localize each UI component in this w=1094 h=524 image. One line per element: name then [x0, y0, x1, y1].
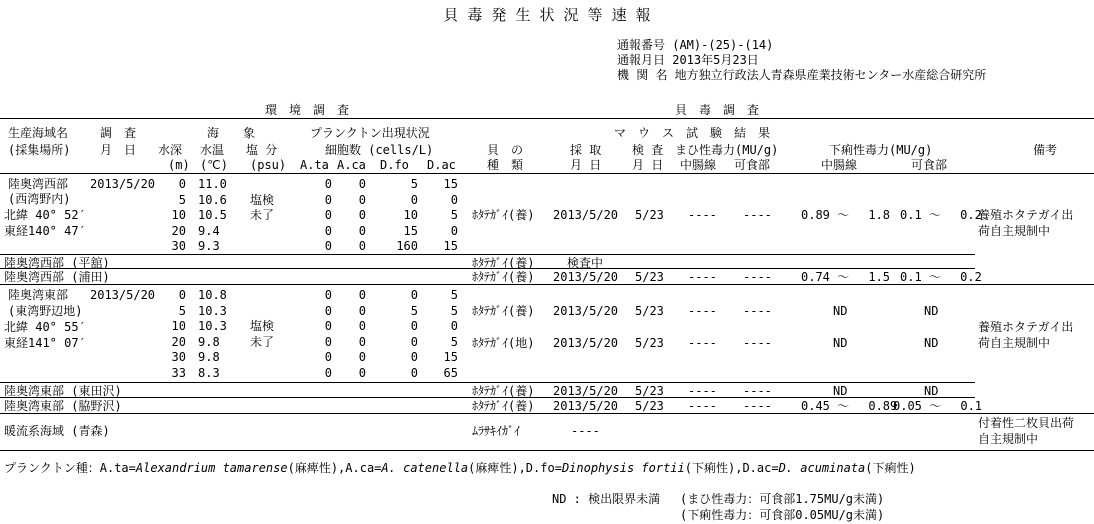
east-depth-cell: 30: [171, 350, 186, 365]
east-ata-cell: 0: [324, 319, 332, 334]
col-inspect: 検 査: [632, 143, 664, 157]
west-dac-cell: 0: [450, 223, 458, 238]
east-temp-cell: 10.3: [198, 303, 227, 318]
wakinosawa-psp-gland: ----: [688, 399, 717, 413]
east-dac-cell: 15: [443, 350, 458, 365]
tanosawa-dsp-gland: ND: [833, 384, 848, 398]
east-dfo-cell: 0: [410, 366, 418, 380]
col-survey: 調 査: [100, 126, 137, 140]
row-rule: [0, 284, 1094, 285]
urata-inspect: 5/23: [635, 270, 664, 284]
wakinosawa-dsp-edible: 0.05 ～ 0.1: [893, 399, 983, 413]
east-ata-cell: 0: [324, 303, 332, 318]
east-aca-cell: 0: [358, 350, 366, 365]
west-dac-cell: 0: [450, 192, 458, 207]
warm-area: 暖流系海域 (青森): [4, 424, 110, 438]
east-remarks-2: 荷自主規制中: [978, 336, 1051, 350]
legend-ata-type: (麻痺性),A.ca=: [287, 461, 382, 475]
west-dfo-cell: 0: [410, 192, 418, 207]
east-aca-cell: 0: [358, 319, 366, 334]
wakinosawa-sampling: 2013/5/20: [553, 399, 619, 413]
col-dsp-gland: 中腸線: [821, 158, 858, 172]
west-sal-cell: 塩検: [250, 192, 275, 207]
west-area-site: (西湾野内): [8, 192, 71, 206]
col-salinity-unit: (psu): [250, 158, 287, 172]
col-psp-gland: 中腸線: [680, 158, 717, 172]
report-date: 通報月日 2013年5月23日: [617, 53, 759, 67]
east-inspect-1: 5/23: [635, 304, 664, 318]
east-depth-cell: 20: [171, 334, 186, 349]
header-rule: [188, 118, 463, 119]
east-depth-cell: 5: [178, 303, 186, 318]
col-dac: D.ac: [427, 158, 456, 172]
west-ata-cell: 0: [324, 223, 332, 238]
west-longitude: 東経140° 47′: [4, 224, 86, 238]
west-temp-cell: 9.4: [198, 223, 220, 238]
shell-survey-header: 貝 毒 調 査: [675, 103, 760, 117]
col-temp-unit: (℃): [200, 158, 228, 172]
east-psp-edible-1: ----: [743, 304, 772, 318]
east-sampling-1: 2013/5/20: [553, 304, 619, 318]
east-area-name: 陸奥湾東部: [8, 288, 69, 302]
legend-dfo-type: (下痢性),D.ac=: [684, 461, 779, 475]
col-depth-unit: (m): [168, 158, 190, 172]
east-ata-cell: 0: [324, 366, 332, 380]
east-aca-cell: 0: [358, 288, 366, 302]
col-salinity: 塩 分: [246, 143, 278, 157]
west-depth-cell: 5: [178, 192, 186, 207]
wakinosawa-area: 陸奥湾東部 (脇野沢): [4, 399, 122, 413]
west-aca-cell: 0: [358, 192, 366, 207]
wakinosawa-psp-edible: ----: [743, 399, 772, 413]
plankton-legend: [4, 461, 916, 475]
west-temp-cell: 10.5: [198, 208, 227, 223]
west-dsp-gland: 0.89 ～ 1.8: [801, 208, 891, 222]
east-sampling-2: 2013/5/20: [553, 336, 619, 350]
wakinosawa-inspect: 5/23: [635, 399, 664, 413]
east-dfo-cell: 0: [410, 319, 418, 334]
wakinosawa-dsp-gland: 0.45 ～ 0.89: [801, 399, 898, 413]
west-dac-cell: 15: [443, 239, 458, 254]
east-depth-cell: 0: [178, 288, 186, 302]
west-depth-cell: 30: [171, 239, 186, 254]
east-dfo-cell: 0: [410, 334, 418, 349]
west-inspect: 5/23: [635, 208, 664, 222]
east-psp-edible-2: ----: [743, 336, 772, 350]
urata-species: ﾎﾀﾃｶﾞｲ(養): [472, 270, 535, 284]
wakinosawa-species: ﾎﾀﾃｶﾞｲ(養): [472, 399, 535, 413]
east-survey-date: 2013/5/20: [90, 288, 156, 302]
urata-psp-gland: ----: [688, 270, 717, 284]
east-dac-cell: 5: [450, 288, 458, 302]
east-dac-cell: 5: [450, 303, 458, 318]
note-psp: (まひ性毒力：可食部1.75MU/g未満): [680, 492, 885, 506]
east-psp-gland-2: ----: [688, 336, 717, 350]
col-remarks: 備考: [1033, 143, 1058, 157]
east-dsp-edible-1: ND: [924, 304, 939, 318]
east-longitude: 東経141° 07′: [4, 336, 86, 350]
east-dfo-cell: 0: [410, 288, 418, 302]
col-psp-edible: 可食部: [734, 158, 771, 172]
west-ata-cell: 0: [324, 208, 332, 223]
hiraji-area: 陸奥湾西部 (平舘): [4, 256, 110, 270]
warm-remarks-2: 自主規制中: [978, 432, 1039, 446]
east-depth-cell: 33: [171, 366, 186, 380]
east-temp-cell: 9.8: [198, 334, 220, 349]
east-aca-cell: 0: [358, 334, 366, 349]
col-sampling-sub: 月 日: [570, 158, 602, 172]
col-depth: 水深: [158, 143, 183, 157]
east-remarks-1: 養殖ホタテガイ出: [978, 320, 1074, 334]
note-dsp: (下痢性毒力：可食部0.05MU/g未満): [680, 508, 885, 522]
col-dfo: D.fo: [380, 158, 409, 172]
legend-dfo-name: Dinophysis fortii: [561, 461, 685, 475]
east-sal-cell: 未了: [250, 334, 275, 349]
east-inspect-2: 5/23: [635, 336, 664, 350]
west-aca-cell: 0: [358, 223, 366, 238]
west-depth-cell: 20: [171, 223, 186, 238]
urata-psp-edible: ----: [743, 270, 772, 284]
col-area-sub: (採集場所): [8, 143, 71, 157]
tanosawa-species: ﾎﾀﾃｶﾞｲ(養): [472, 384, 535, 398]
west-dsp-edible: 0.1 ～ 0.2: [900, 208, 982, 222]
col-sampling: 採 取: [570, 143, 602, 157]
tanosawa-sampling: 2013/5/20: [553, 384, 619, 398]
east-latitude: 北緯 40° 55′: [4, 320, 86, 334]
east-temp-cell: 9.8: [198, 350, 220, 365]
tanosawa-psp-gland: ----: [688, 384, 717, 398]
col-mouse: マ ウ ス 試 験 結 果: [614, 126, 771, 140]
west-psp-edible: ----: [743, 208, 772, 222]
col-dsp: 下痢性毒力(MU/g): [829, 143, 933, 157]
report-number: 通報番号 (AM)-(25)-(14): [617, 38, 774, 52]
east-ata-cell: 0: [324, 288, 332, 302]
urata-dsp-edible: 0.1 ～ 0.2: [900, 270, 982, 284]
header-bottom-rule: [0, 173, 1094, 174]
west-temp-cell: 9.3: [198, 239, 220, 254]
west-aca-cell: 0: [358, 177, 366, 191]
legend-dac-name: D. acuminata: [778, 461, 866, 475]
col-temp: 水温: [200, 143, 225, 157]
west-latitude: 北緯 40° 52′: [4, 208, 86, 222]
legend-prefix: プランクトン種：A.ta=: [4, 461, 136, 475]
tanosawa-inspect: 5/23: [635, 384, 664, 398]
east-depth-cell: 10: [171, 319, 186, 334]
urata-area: 陸奥湾西部 (浦田): [4, 270, 110, 284]
hiraji-status: 検査中: [567, 256, 604, 270]
note-nd: ND : 検出限界未満: [552, 492, 661, 506]
west-remarks-1: 養殖ホタテガイ出: [978, 208, 1074, 222]
west-aca-cell: 0: [358, 208, 366, 223]
col-plankton: プランクトン出現状況: [310, 126, 430, 140]
east-area-site: (東湾野辺地): [8, 304, 83, 318]
col-dsp-edible: 可食部: [911, 158, 948, 172]
col-survey-sub: 月 日: [100, 143, 137, 157]
col-species-sub: 種 類: [487, 158, 524, 172]
table-top-rule: [0, 118, 1094, 119]
west-dfo-cell: 15: [403, 223, 418, 238]
east-dfo-cell: 5: [410, 303, 418, 318]
west-dfo-cell: 160: [396, 239, 418, 254]
col-inspect-sub: 月 日: [632, 158, 664, 172]
west-depth-cell: 10: [171, 208, 186, 223]
legend-dac-type: (下痢性): [865, 461, 916, 475]
east-psp-gland-1: ----: [688, 304, 717, 318]
table-bottom-rule: [0, 450, 1094, 451]
west-aca-cell: 0: [358, 239, 366, 254]
east-ata-cell: 0: [324, 350, 332, 365]
east-sal-cell: 塩検: [250, 319, 275, 334]
col-sea: 海 象: [207, 126, 256, 140]
west-dac-cell: 15: [443, 177, 458, 191]
west-temp-cell: 10.6: [198, 192, 227, 207]
legend-ata-name: Alexandrium tamarense: [135, 461, 288, 475]
west-survey-date: 2013/5/20: [90, 177, 156, 191]
col-psp: まひ性毒力(MU/g): [675, 143, 779, 157]
west-sal-cell: 未了: [250, 208, 275, 223]
legend-aca-name: A. catenella: [381, 461, 469, 475]
report-organization: 機 関 名 地方独立行政法人青森県産業技術センター水産総合研究所: [617, 68, 987, 82]
west-temp-cell: 11.0: [198, 177, 227, 191]
west-psp-gland: ----: [688, 208, 717, 222]
west-depth-cell: 0: [178, 177, 186, 191]
tanosawa-psp-edible: ----: [743, 384, 772, 398]
warm-value: ----: [571, 424, 600, 438]
urata-dsp-gland: 0.74 ～ 1.5: [801, 270, 891, 284]
col-ata: A.ta: [300, 158, 329, 172]
east-dsp-gland-2: ND: [833, 336, 848, 350]
legend-aca-type: (麻痺性),D.fo=: [468, 461, 562, 475]
east-dsp-gland-1: ND: [833, 304, 848, 318]
east-aca-cell: 0: [358, 303, 366, 318]
west-dac-cell: 5: [450, 208, 458, 223]
west-area-name: 陸奥湾西部: [8, 177, 69, 191]
east-dac-cell: 65: [443, 366, 458, 380]
east-dsp-edible-2: ND: [924, 336, 939, 350]
col-area: 生産海域名: [8, 126, 69, 140]
west-sampling: 2013/5/20: [553, 208, 619, 222]
warm-species: ﾑﾗｻｷｲｶﾞｲ: [472, 424, 521, 438]
row-rule: [0, 254, 975, 255]
tanosawa-dsp-edible: ND: [924, 384, 939, 398]
west-species: ﾎﾀﾃｶﾞｲ(養): [472, 208, 535, 222]
hiraji-species: ﾎﾀﾃｶﾞｲ(養): [472, 256, 535, 270]
east-dac-cell: 5: [450, 334, 458, 349]
west-dfo-cell: 5: [410, 177, 418, 191]
col-cells: 細胞数 (cells/L): [325, 143, 434, 157]
east-aca-cell: 0: [358, 366, 366, 380]
east-ata-cell: 0: [324, 334, 332, 349]
urata-sampling: 2013/5/20: [553, 270, 619, 284]
warm-remarks-1: 付着性二枚貝出荷: [978, 416, 1075, 430]
west-remarks-2: 荷自主規制中: [978, 224, 1051, 238]
row-rule: [0, 413, 1094, 414]
east-dac-cell: 0: [450, 319, 458, 334]
west-ata-cell: 0: [324, 239, 332, 254]
west-dfo-cell: 10: [403, 208, 418, 223]
west-ata-cell: 0: [324, 192, 332, 207]
col-species: 貝 の: [487, 143, 524, 157]
east-temp-cell: 8.3: [198, 366, 220, 380]
west-ata-cell: 0: [324, 177, 332, 191]
env-survey-header: 環 境 調 査: [265, 103, 350, 117]
east-species-1: ﾎﾀﾃｶﾞｲ(養): [472, 304, 535, 318]
east-species-2: ﾎﾀﾃｶﾞｲ(地): [472, 336, 535, 350]
page-title: 貝 毒 発 生 状 況 等 速 報: [443, 6, 651, 24]
row-rule: [0, 382, 975, 383]
east-dfo-cell: 0: [410, 350, 418, 365]
col-aca: A.ca: [337, 158, 366, 172]
east-temp-cell: 10.8: [198, 288, 227, 302]
east-temp-cell: 10.3: [198, 319, 227, 334]
tanosawa-area: 陸奥湾東部 (東田沢): [4, 384, 122, 398]
